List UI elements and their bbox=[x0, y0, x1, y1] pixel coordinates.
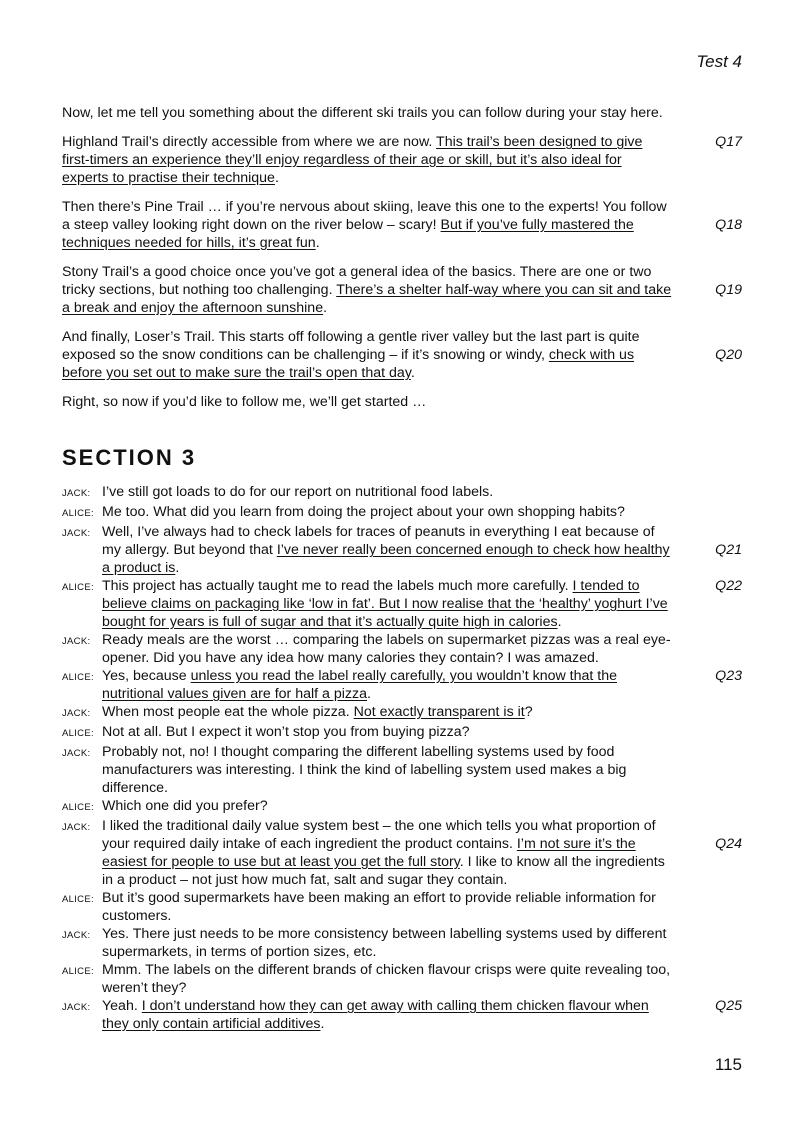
underlined-answer: Not exactly transparent is it bbox=[353, 704, 525, 720]
dialogue-transcript bbox=[62, 483, 742, 1033]
dialogue-text bbox=[102, 667, 672, 703]
paragraph-text: . bbox=[410, 365, 415, 381]
stony-trail-paragraph bbox=[62, 263, 742, 317]
dialogue-line bbox=[62, 703, 742, 723]
speaker-label: ALICE: bbox=[62, 582, 94, 593]
paragraph-text: . bbox=[323, 300, 328, 316]
dialogue-line bbox=[62, 961, 742, 997]
section-heading: SECTION 3 bbox=[62, 445, 197, 470]
speech-text: Mmm. The labels on the different brands of chicken flavour crisps were quite revealing too, weren’t they? bbox=[102, 962, 671, 996]
dialogue-line bbox=[62, 743, 742, 797]
paragraph-text: Highland Trail’s directly accessible from where we are now. bbox=[62, 134, 437, 150]
trails-intro: Now, let me tell you something about the different ski trails you can follow during your stay here. bbox=[62, 105, 663, 121]
paragraph-text: . bbox=[315, 235, 320, 251]
dialogue-text bbox=[102, 631, 672, 667]
dialogue-text bbox=[102, 577, 672, 631]
speech-text: Yeah. bbox=[102, 998, 142, 1014]
paragraph-text: Then there’s Pine Trail … if you’re nervous about skiing, leave this one to the experts! You follow a steep valley looking right down on the river below – scary! bbox=[62, 199, 667, 233]
underlined-answer: But if you’ve fully mastered the techniques needed for hills, it’s great fun bbox=[62, 217, 634, 251]
dialogue-text bbox=[102, 997, 672, 1033]
speaker-label: ALICE: bbox=[62, 894, 94, 905]
underlined-answer: check with us before you set out to make sure the trail’s open that day bbox=[62, 347, 635, 381]
speech-text: Ready meals are the worst … comparing the labels on supermarket pizzas was a real eye-opener. Did you have any idea how many calories they contain? I was amazed. bbox=[102, 632, 671, 666]
speech-text: Yes, because bbox=[102, 668, 191, 684]
speaker-label: ALICE: bbox=[62, 672, 94, 683]
speech-text: I’ve still got loads to do for our report on nutritional food labels. bbox=[102, 484, 494, 500]
underlined-answer: I tended to believe claims on packaging like ‘low in fat’. But I now realise that the ‘healthy’ yoghurt I’ve bought for years is full of sugar and that it’s actually quite high in calories bbox=[102, 578, 668, 630]
speech-text: Which one did you prefer? bbox=[102, 798, 268, 814]
dialogue-text bbox=[102, 889, 672, 925]
speech-text: Not at all. But I expect it won’t stop you from buying pizza? bbox=[102, 724, 470, 740]
speech-text: Yes. There just needs to be more consistency between labelling systems used by different supermarkets, in terms of portion sizes, etc. bbox=[102, 926, 667, 960]
page-number: 115 bbox=[714, 1055, 742, 1074]
speaker-label: JACK: bbox=[62, 748, 91, 759]
speech-text: Probably not, no! I thought comparing the different labelling systems used by food manufacturers was interesting. I think the kind of labelling system used makes a big difference. bbox=[102, 744, 627, 796]
losers-trail-paragraph bbox=[62, 328, 742, 382]
dialogue-text bbox=[102, 797, 672, 817]
question-label-q21: Q21 bbox=[715, 542, 742, 558]
speech-text: . bbox=[366, 686, 371, 702]
pine-trail-paragraph bbox=[62, 198, 742, 252]
speech-text: Well, I’ve always had to check labels for traces of peanuts in everything I eat because of my allergy. But beyond that bbox=[102, 524, 655, 558]
dialogue-text bbox=[102, 523, 672, 577]
dialogue-line bbox=[62, 631, 742, 667]
dialogue-text bbox=[102, 503, 672, 523]
page-content bbox=[62, 104, 742, 1033]
speaker-label: JACK: bbox=[62, 708, 91, 719]
dialogue-line bbox=[62, 925, 742, 961]
speech-text: . bbox=[557, 614, 562, 630]
speech-text: . I like to know all the ingredients in a product – not just how much fat, salt and sugar they contain. bbox=[102, 854, 665, 888]
speaker-label: ALICE: bbox=[62, 966, 94, 977]
dialogue-line bbox=[62, 797, 742, 817]
question-label-q25: Q25 bbox=[715, 998, 742, 1014]
dialogue-line bbox=[62, 577, 742, 631]
dialogue-line bbox=[62, 723, 742, 743]
speaker-label: ALICE: bbox=[62, 508, 94, 519]
dialogue-text bbox=[102, 961, 672, 997]
question-label-q18: Q18 bbox=[715, 217, 742, 233]
question-label-q22: Q22 bbox=[715, 578, 742, 594]
question-label-q20: Q20 bbox=[715, 347, 742, 363]
underlined-answer: This trail’s been designed to give first-timers an experience they’ll enjoy regardless of their age or skill, but it’s also ideal for experts to practise their technique bbox=[62, 134, 643, 186]
highland-trail-paragraph bbox=[62, 133, 742, 187]
speaker-label: JACK: bbox=[62, 822, 91, 833]
speaker-label: JACK: bbox=[62, 636, 91, 647]
question-label-q19: Q19 bbox=[715, 282, 742, 298]
speaker-label: JACK: bbox=[62, 488, 91, 499]
dialogue-line bbox=[62, 817, 742, 889]
speech-text: But it’s good supermarkets have been making an effort to provide reliable information for customers. bbox=[102, 890, 656, 924]
dialogue-text bbox=[102, 483, 672, 503]
speaker-label: ALICE: bbox=[62, 728, 94, 739]
underlined-answer: There’s a shelter half-way where you can sit and take a break and enjoy the afternoon sunshine bbox=[62, 282, 672, 316]
dialogue-text bbox=[102, 817, 672, 889]
speaker-label: JACK: bbox=[62, 930, 91, 941]
dialogue-line bbox=[62, 483, 742, 503]
dialogue-line bbox=[62, 667, 742, 703]
underlined-answer: I’ve never really been concerned enough to check how healthy a product is bbox=[102, 542, 670, 576]
dialogue-text bbox=[102, 743, 672, 797]
dialogue-line bbox=[62, 889, 742, 925]
paragraph-text: And finally, Loser’s Trail. This starts off following a gentle river valley but the last part is quite exposed so the snow conditions can be challenging – if it’s snowing or windy, bbox=[62, 329, 640, 363]
question-label-q24: Q24 bbox=[715, 836, 742, 852]
test-label: Test 4 bbox=[696, 52, 742, 71]
paragraph-text: Stony Trail’s a good choice once you’ve got a general idea of the basics. There are one or two tricky sections, but nothing too challenging. bbox=[62, 264, 652, 298]
speaker-label: JACK: bbox=[62, 1002, 91, 1013]
speech-text: This project has actually taught me to read the labels much more carefully. bbox=[102, 578, 573, 594]
question-label-q17: Q17 bbox=[715, 134, 742, 150]
underlined-answer: unless you read the label really carefully, you wouldn’t know that the nutritional values given are for half a pizza bbox=[102, 668, 618, 702]
dialogue-text bbox=[102, 703, 672, 723]
speech-text: ? bbox=[524, 704, 533, 720]
dialogue-line bbox=[62, 503, 742, 523]
speech-text: . bbox=[175, 560, 180, 576]
speech-text: Me too. What did you learn from doing the project about your own shopping habits? bbox=[102, 504, 625, 520]
speech-text: When most people eat the whole pizza. bbox=[102, 704, 354, 720]
speech-text: . bbox=[320, 1016, 325, 1032]
speaker-label: ALICE: bbox=[62, 802, 94, 813]
dialogue-text bbox=[102, 723, 672, 743]
paragraph-text: . bbox=[274, 170, 279, 186]
dialogue-line bbox=[62, 997, 742, 1033]
speech-text: I liked the traditional daily value system best – the one which tells you what proportion of your required daily intake of each ingredient the product contains. bbox=[102, 818, 656, 852]
trails-closing: Right, so now if you’d like to follow me, we’ll get started … bbox=[62, 394, 427, 410]
question-label-q23: Q23 bbox=[715, 668, 742, 684]
underlined-answer: I’m not sure it’s the easiest for people to use but at least you get the full story bbox=[102, 836, 636, 870]
dialogue-line bbox=[62, 523, 742, 577]
dialogue-text bbox=[102, 925, 672, 961]
underlined-answer: I don’t understand how they can get away with calling them chicken flavour when they only contain artificial additives bbox=[102, 998, 649, 1032]
speaker-label: JACK: bbox=[62, 528, 91, 539]
